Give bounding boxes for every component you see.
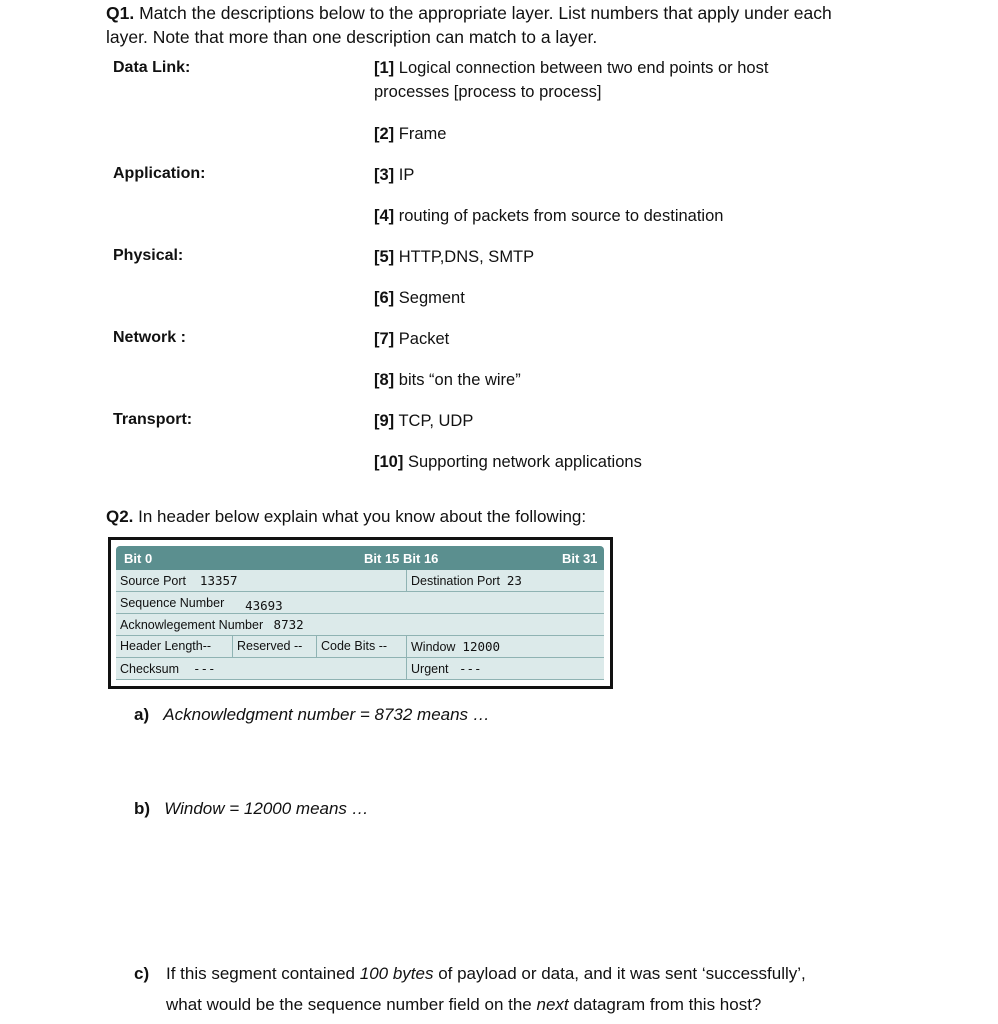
question-c: c) If this segment contained 100 bytes of payload or data, and it was sent ‘successfully’, what would be the sequence number field on the next datagram from this host? — [134, 964, 806, 1014]
description-item: [2] Frame — [374, 125, 447, 143]
header-row-sequence — [116, 592, 604, 614]
urgent-field: Urgent --- — [406, 658, 604, 679]
layer-network: Network : — [113, 329, 186, 346]
destination-port-field: Destination Port 23 — [406, 570, 604, 591]
header-row-flags — [116, 636, 604, 658]
header-row-checksum — [116, 658, 604, 680]
description-item: [4] routing of packets from source to destination — [374, 207, 724, 225]
sequence-number-field: Sequence Number 43693 — [120, 596, 283, 613]
header-row-ack — [116, 614, 604, 636]
q2-number: Q2. — [106, 507, 134, 526]
description-item: [5] HTTP,DNS, SMTP — [374, 248, 535, 266]
header-length-field: Header Length-- — [120, 639, 212, 653]
layer-application: Application: — [113, 165, 206, 182]
layer-physical: Physical: — [113, 247, 184, 264]
q1-prompt — [106, 1, 906, 49]
description-item: [3] IP — [374, 166, 415, 184]
q2-text: In header below explain what you know about the following: — [138, 507, 587, 526]
bit-ruler — [116, 546, 604, 570]
q2-prompt — [106, 507, 586, 527]
acknowledgement-number-field: Acknowlegement Number 8732 — [120, 617, 304, 632]
description-item: [8] bits “on the wire” — [374, 371, 521, 389]
q1-number: Q1. — [106, 3, 135, 23]
layer-transport: Transport: — [113, 411, 193, 428]
description-item: [10] Supporting network applications — [374, 453, 642, 471]
source-port-field: Source Port 13357 — [120, 573, 238, 588]
description-item: [7] Packet — [374, 330, 450, 348]
q1-text-line1: Match the descriptions below to the appropriate layer. List numbers that apply under each — [139, 3, 832, 23]
question-a: a) Acknowledgment number = 8732 means … — [134, 705, 490, 724]
description-item: [1] Logical connection between two end points or host processes [process to process] — [374, 59, 769, 101]
q1-text-line2: layer. Note that more than one description can match to a layer. — [106, 27, 598, 47]
bit-15-16-label: Bit 15 Bit 16 — [364, 551, 439, 566]
bit-0-label: Bit 0 — [124, 551, 153, 566]
layer-data-link: Data Link: — [113, 59, 191, 76]
header-row-ports — [116, 570, 604, 592]
description-item: [6] Segment — [374, 289, 465, 307]
reserved-field: Reserved -- — [232, 636, 316, 657]
code-bits-field: Code Bits -- — [316, 636, 406, 657]
checksum-field: Checksum --- — [120, 661, 216, 676]
question-b: b) Window = 12000 means … — [134, 799, 369, 818]
bit-31-label: Bit 31 — [562, 551, 598, 566]
tcp-header-figure — [108, 537, 613, 689]
description-item: [9] TCP, UDP — [374, 412, 474, 430]
window-field: Window 12000 — [406, 636, 604, 657]
